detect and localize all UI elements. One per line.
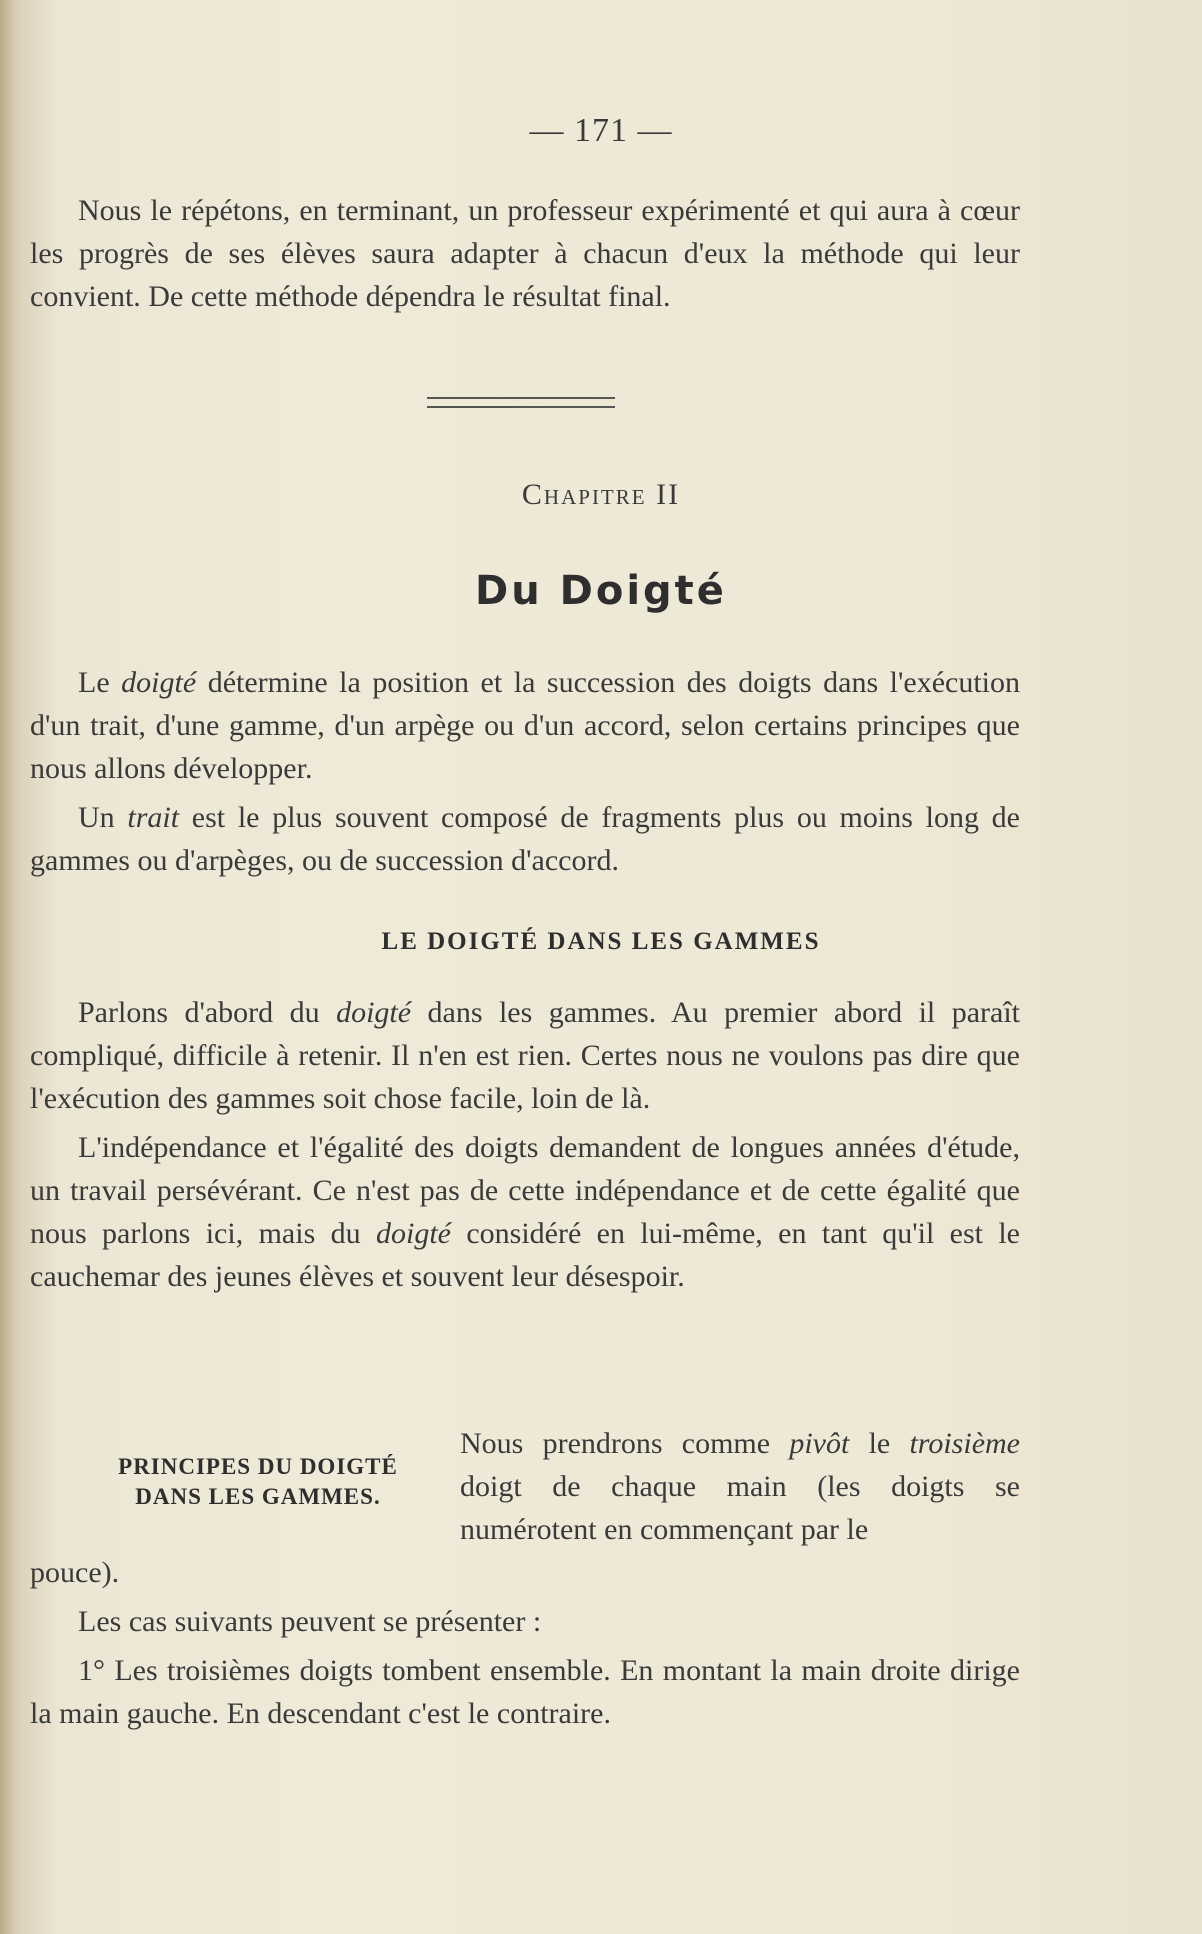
body-paragraphs-intro <box>30 661 1020 882</box>
text-run: Le <box>78 666 122 699</box>
paragraph-text: Nous le répétons, en terminant, un professeur expérimenté et qui aura à cœur les progrès de ses élèves saura adapter à chacun d'eux la méthode qui leur convient. De cette méthode dépendra le résultat final. <box>30 194 1020 313</box>
sidenote-line: DANS LES GAMMES. <box>135 1484 381 1509</box>
paragraph-doigte-definition <box>30 661 1020 790</box>
text-run: considéré en lui-même, en tant qu'il est le cauchemar des jeunes élèves et souvent leur désespoir. <box>30 1217 1021 1293</box>
italic-term: troisième <box>909 1427 1020 1460</box>
text-run: Parlons d'abord du <box>78 996 337 1029</box>
paragraph-case-one: 1° Les troisièmes doigts tombent ensemble. En montant la main droite dirige la main gauche. En descendant c'est le contraire. <box>30 1654 1020 1730</box>
paragraph-text <box>460 1422 1020 1551</box>
text-run: doigt de chaque main (les doigts se numérotent en commençant par le <box>460 1470 1020 1546</box>
paragraph-cases-intro: Les cas suivants peuvent se présenter : <box>78 1605 542 1638</box>
text-run: Un <box>78 801 128 834</box>
italic-term: doigté <box>121 666 197 699</box>
chapter-label: Chapitre II <box>521 478 681 511</box>
paragraph-independance <box>30 1126 1020 1298</box>
section-heading: LE DOIGTÉ DANS LES GAMMES <box>381 928 821 955</box>
text-run: le <box>849 1427 910 1460</box>
page-binding-edge <box>0 0 14 1934</box>
italic-term: pivôt <box>789 1427 850 1460</box>
body-paragraphs-cases <box>30 1551 1020 1735</box>
paragraph-trait-definition <box>30 796 1020 882</box>
margin-sidenote <box>80 1452 436 1512</box>
page-number: — 171 — <box>529 112 673 149</box>
text-run: dans les gammes. Au premier abord il paraît compliqué, difficile à retenir. Il n'en est rien. Certes nous ne voulons pas dire que l'exécution des gammes soit chose facile, loin de là. <box>30 996 1020 1115</box>
text-run: est le plus souvent composé de fragments plus ou moins long de gammes ou d'arpèges, ou de succession d'accord. <box>30 801 1020 877</box>
chapter-title: Du Doigté <box>475 568 727 614</box>
paragraph-continuation: pouce). <box>30 1556 120 1589</box>
paragraph-doigte-gammes <box>30 991 1020 1120</box>
sidenote-line: PRINCIPES DU DOIGTÉ <box>118 1454 398 1479</box>
text-run: Nous prendrons comme <box>460 1427 790 1460</box>
body-paragraphs-gammes <box>30 991 1020 1298</box>
italic-term: trait <box>127 801 180 834</box>
italic-term: doigté <box>375 1217 451 1250</box>
italic-term: doigté <box>336 996 412 1029</box>
paragraph-pivot-beside-note <box>460 1422 1020 1551</box>
text-run: détermine la position et la succession des doigts dans l'exécution d'un trait, d'une gamme, d'un arpège ou d'un accord, selon certains principes que nous allons développer. <box>30 666 1021 785</box>
closing-paragraph <box>30 189 1020 318</box>
section-divider-rule <box>427 397 615 408</box>
text-run: L'indépendance et l'égalité des doigts demandent de longues années d'étude, un travail persévérant. Ce n'est pas de cette indépendance et de cette égalité que nous parlons ici, mais du <box>30 1131 1020 1250</box>
